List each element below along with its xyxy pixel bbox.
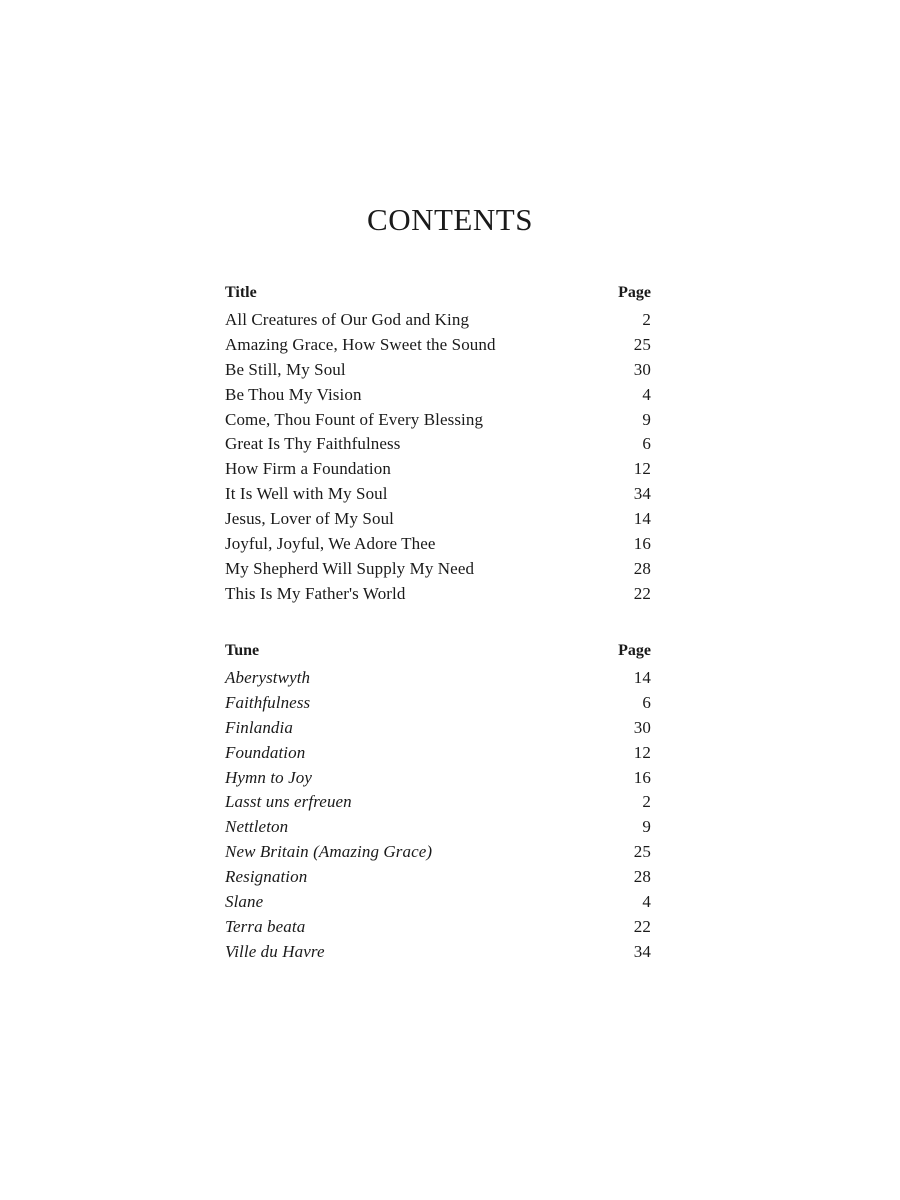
entry-name: Foundation <box>225 742 306 762</box>
title-entry-row <box>225 532 651 557</box>
title-entry-row <box>225 432 651 457</box>
entry-name: This Is My Father's World <box>225 583 406 603</box>
entry-name: Ville du Havre <box>225 941 325 961</box>
entry-name: Jesus, Lover of My Soul <box>225 509 394 529</box>
title-entry-row <box>225 408 651 433</box>
page-number: 28 <box>633 558 651 578</box>
page-number: 30 <box>633 359 651 379</box>
entry-name: New Britain (Amazing Grace) <box>225 842 433 862</box>
title-entry-row <box>225 582 651 607</box>
tune-entry-row <box>225 865 651 890</box>
tune-entry-row <box>225 741 651 766</box>
entry-name: Terra beata <box>225 916 306 936</box>
entry-name: Hymn to Joy <box>225 767 313 787</box>
title-entry-row <box>225 482 651 507</box>
page-number: 9 <box>642 817 651 837</box>
page-number: 30 <box>633 717 651 737</box>
page-column-heading: Page <box>618 642 651 659</box>
titles-list <box>225 308 651 607</box>
tune-entry-row <box>225 790 651 815</box>
page-number: 4 <box>642 892 651 912</box>
page-number: 14 <box>633 668 651 687</box>
title-column-heading: Title <box>225 284 257 301</box>
entry-name: Finlandia <box>225 717 293 737</box>
page-number: 2 <box>642 310 651 329</box>
tunes-list <box>225 666 651 965</box>
tune-entry-row <box>225 940 651 965</box>
entry-name: How Firm a Foundation <box>225 459 391 479</box>
page-number: 4 <box>642 384 651 404</box>
page-number: 2 <box>642 792 651 812</box>
tunes-section <box>225 638 651 965</box>
page-number: 16 <box>633 534 651 554</box>
entry-name: Joyful, Joyful, We Adore Thee <box>225 534 436 554</box>
tunes-header-row <box>225 638 651 664</box>
tune-entry-row <box>225 716 651 741</box>
tune-entry-row <box>225 815 651 840</box>
titles-section <box>225 280 651 607</box>
tune-entry-row <box>225 890 651 915</box>
title-entry-row <box>225 557 651 582</box>
entry-name: Amazing Grace, How Sweet the Sound <box>225 334 496 354</box>
entry-name: Be Thou My Vision <box>225 384 362 404</box>
entry-name: All Creatures of Our God and King <box>225 310 470 329</box>
entry-name: Lasst uns erfreuen <box>225 792 352 812</box>
page-number: 14 <box>633 509 651 529</box>
tune-entry-row <box>225 915 651 940</box>
entry-name: Slane <box>225 892 264 912</box>
entry-name: Resignation <box>225 867 308 887</box>
page-number: 34 <box>633 484 651 504</box>
title-entry-row <box>225 507 651 532</box>
entry-name: Come, Thou Fount of Every Blessing <box>225 409 484 429</box>
title-entry-row <box>225 383 651 408</box>
tune-entry-row <box>225 691 651 716</box>
page-number: 25 <box>633 842 651 862</box>
entry-name: Be Still, My Soul <box>225 359 346 379</box>
page-number: 12 <box>633 459 651 479</box>
entry-name: Aberystwyth <box>225 668 311 687</box>
page-number: 22 <box>633 583 651 603</box>
page-number: 16 <box>633 767 651 787</box>
entry-name: Great Is Thy Faithfulness <box>225 434 401 454</box>
title-entry-row <box>225 333 651 358</box>
tune-column-heading: Tune <box>225 642 260 659</box>
page-number: 6 <box>642 692 651 712</box>
page-title: CONTENTS <box>367 202 533 237</box>
entry-name: It Is Well with My Soul <box>225 484 388 504</box>
title-entry-row <box>225 358 651 383</box>
page-number: 25 <box>633 334 651 354</box>
entry-name: My Shepherd Will Supply My Need <box>225 558 475 578</box>
page-number: 9 <box>642 409 651 429</box>
title-entry-row <box>225 308 651 333</box>
tune-entry-row <box>225 766 651 791</box>
tune-entry-row <box>225 666 651 691</box>
page-number: 28 <box>633 867 651 887</box>
page-number: 12 <box>633 742 651 762</box>
page-number: 22 <box>633 916 651 936</box>
page-number: 34 <box>633 941 651 961</box>
tune-entry-row <box>225 840 651 865</box>
entry-name: Faithfulness <box>225 692 311 712</box>
titles-header-row <box>225 280 651 306</box>
page-column-heading: Page <box>618 284 651 301</box>
title-entry-row <box>225 457 651 482</box>
page-number: 6 <box>642 434 651 454</box>
entry-name: Nettleton <box>225 817 289 837</box>
